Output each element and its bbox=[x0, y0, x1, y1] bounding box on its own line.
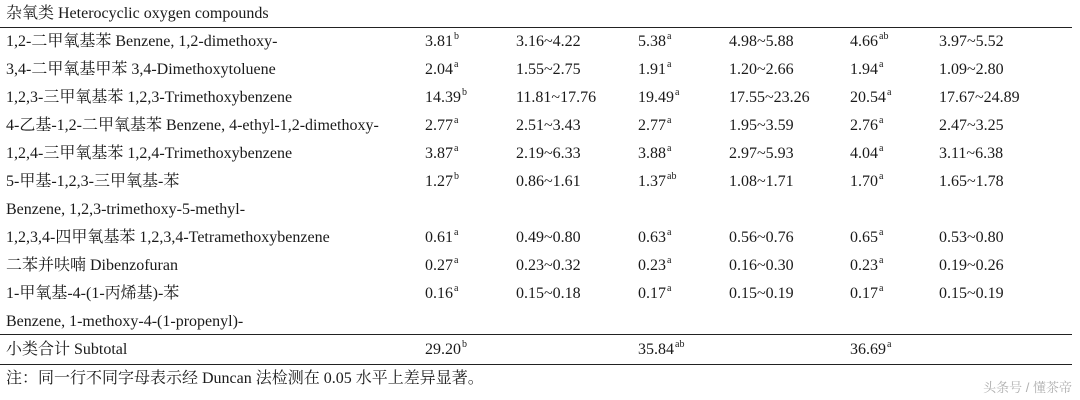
table-cell: 1.20~2.66 bbox=[729, 61, 794, 78]
table-cell: 0.65$^a$ bbox=[850, 226, 884, 246]
table-cell: 0.23$^a$ bbox=[638, 254, 672, 274]
section-title: 杂氧类 Heterocyclic oxygen compounds bbox=[6, 5, 269, 22]
table-cell: 0.15~0.19 bbox=[939, 285, 1004, 302]
table-cell: 1.27$^b$ bbox=[425, 170, 459, 190]
table-cell: 1.95~3.59 bbox=[729, 117, 794, 134]
table-cell: 0.15~0.19 bbox=[729, 285, 794, 302]
table-row bbox=[0, 84, 1080, 112]
table-row bbox=[0, 196, 1080, 224]
subtotal-label: 小类合计 Subtotal bbox=[6, 341, 128, 358]
table-cell bbox=[850, 312, 851, 332]
table-cell: 3.16~4.22 bbox=[516, 33, 581, 50]
table-row bbox=[0, 28, 1080, 56]
table-cell: 0.53~0.80 bbox=[939, 229, 1004, 246]
table-cell: 2.47~3.25 bbox=[939, 117, 1004, 134]
compound-name: 1,2,3-三甲氧基苯 1,2,3-Trimethoxybenzene bbox=[6, 89, 293, 106]
table-cell: 2.51~3.43 bbox=[516, 117, 581, 134]
table-cell: 0.86~1.61 bbox=[516, 173, 581, 190]
table-cell bbox=[638, 200, 639, 220]
subtotal-rule bbox=[0, 334, 1072, 335]
table-row bbox=[0, 280, 1080, 308]
table-cell: 1.08~1.71 bbox=[729, 173, 794, 190]
table-cell: 17.55~23.26 bbox=[729, 89, 810, 106]
table-cell: 3.97~5.52 bbox=[939, 33, 1004, 50]
table-row bbox=[0, 168, 1080, 196]
compound-name: Benzene, 1-methoxy-4-(1-propenyl)- bbox=[6, 313, 244, 330]
table-cell: 0.61$^a$ bbox=[425, 226, 459, 246]
table-note: 注：同一行不同字母表示经 Duncan 法检测在 0.05 水平上差异显著。 bbox=[6, 370, 484, 387]
table-cell: 0.16~0.30 bbox=[729, 257, 794, 274]
compound-name: 1-甲氧基-4-(1-丙烯基)-苯 bbox=[6, 285, 180, 302]
table-cell: 2.77$^a$ bbox=[638, 114, 672, 134]
table-cell: 1.09~2.80 bbox=[939, 61, 1004, 78]
table-cell: 0.15~0.18 bbox=[516, 285, 581, 302]
table-cell: 1.55~2.75 bbox=[516, 61, 581, 78]
compound-name: 3,4-二甲氧基甲苯 3,4-Dimethoxytoluene bbox=[6, 61, 276, 78]
compound-name: 4-乙基-1,2-二甲氧基苯 Benzene, 4-ethyl-1,2-dimethoxy- bbox=[6, 117, 379, 134]
table-cell: 1.91$^a$ bbox=[638, 58, 672, 78]
table-cell: 4.66$^{ab}$ bbox=[850, 30, 889, 50]
table-row bbox=[0, 224, 1080, 252]
table-cell: 4.98~5.88 bbox=[729, 33, 794, 50]
table-cell: 17.67~24.89 bbox=[939, 89, 1020, 106]
table-cell: 2.19~6.33 bbox=[516, 145, 581, 162]
table-row bbox=[0, 56, 1080, 84]
table-cell: 11.81~17.76 bbox=[516, 89, 597, 106]
table-cell: 0.27$^a$ bbox=[425, 254, 459, 274]
table-cell: 0.23~0.32 bbox=[516, 257, 581, 274]
table-cell bbox=[425, 200, 426, 220]
table-cell: 0.49~0.80 bbox=[516, 229, 581, 246]
table-cell: 0.23$^a$ bbox=[850, 254, 884, 274]
table-row bbox=[0, 112, 1080, 140]
table-row bbox=[0, 308, 1080, 336]
table-cell: 2.77$^a$ bbox=[425, 114, 459, 134]
subtotal-row bbox=[0, 336, 1080, 364]
table-cell: 1.70$^a$ bbox=[850, 170, 884, 190]
watermark: 头条号 / 懂茶帝 bbox=[983, 380, 1072, 395]
compound-name: 5-甲基-1,2,3-三甲氧基-苯 bbox=[6, 173, 180, 190]
table-cell: 0.56~0.76 bbox=[729, 229, 794, 246]
table-cell: 3.87$^a$ bbox=[425, 142, 459, 162]
table-cell: 5.38$^a$ bbox=[638, 30, 672, 50]
table-cell: 2.97~5.93 bbox=[729, 145, 794, 162]
table-cell bbox=[638, 312, 639, 332]
table-cell: 0.63$^a$ bbox=[638, 226, 672, 246]
table-cell bbox=[425, 312, 426, 332]
table-cell: 3.81$^b$ bbox=[425, 30, 459, 50]
subtotal-value-2: 35.84$^{ab}$ bbox=[638, 338, 685, 358]
subtotal-value-1: 29.20$^b$ bbox=[425, 338, 467, 358]
subtotal-value-3: 36.69$^a$ bbox=[850, 338, 892, 358]
table-cell: 14.39$^b$ bbox=[425, 86, 467, 106]
table-cell: 4.04$^a$ bbox=[850, 142, 884, 162]
table-cell: 3.11~6.38 bbox=[939, 145, 1004, 162]
table-cell: 20.54$^a$ bbox=[850, 86, 892, 106]
table-row bbox=[0, 252, 1080, 280]
table-cell: 2.04$^a$ bbox=[425, 58, 459, 78]
table-cell: 0.16$^a$ bbox=[425, 282, 459, 302]
table-cell: 2.76$^a$ bbox=[850, 114, 884, 134]
compound-name: 1,2,4-三甲氧基苯 1,2,4-Trimethoxybenzene bbox=[6, 145, 293, 162]
table-cell: 1.65~1.78 bbox=[939, 173, 1004, 190]
table-row bbox=[0, 140, 1080, 168]
table-cell: 3.88$^a$ bbox=[638, 142, 672, 162]
compound-name: 二苯并呋喃 Dibenzofuran bbox=[6, 257, 178, 274]
table-cell: 0.17$^a$ bbox=[638, 282, 672, 302]
table-cell: 19.49$^a$ bbox=[638, 86, 680, 106]
table-cell: 0.17$^a$ bbox=[850, 282, 884, 302]
table-cell: 1.37$^{ab}$ bbox=[638, 170, 677, 190]
compound-name: 1,2,3,4-四甲氧基苯 1,2,3,4-Tetramethoxybenzene bbox=[6, 229, 330, 246]
compound-name: Benzene, 1,2,3-trimethoxy-5-methyl- bbox=[6, 201, 246, 218]
compound-name: 1,2-二甲氧基苯 Benzene, 1,2-dimethoxy- bbox=[6, 33, 278, 50]
table-cell bbox=[850, 200, 851, 220]
bottom-rule bbox=[0, 364, 1072, 365]
table-cell: 0.19~0.26 bbox=[939, 257, 1004, 274]
table-cell: 1.94$^a$ bbox=[850, 58, 884, 78]
